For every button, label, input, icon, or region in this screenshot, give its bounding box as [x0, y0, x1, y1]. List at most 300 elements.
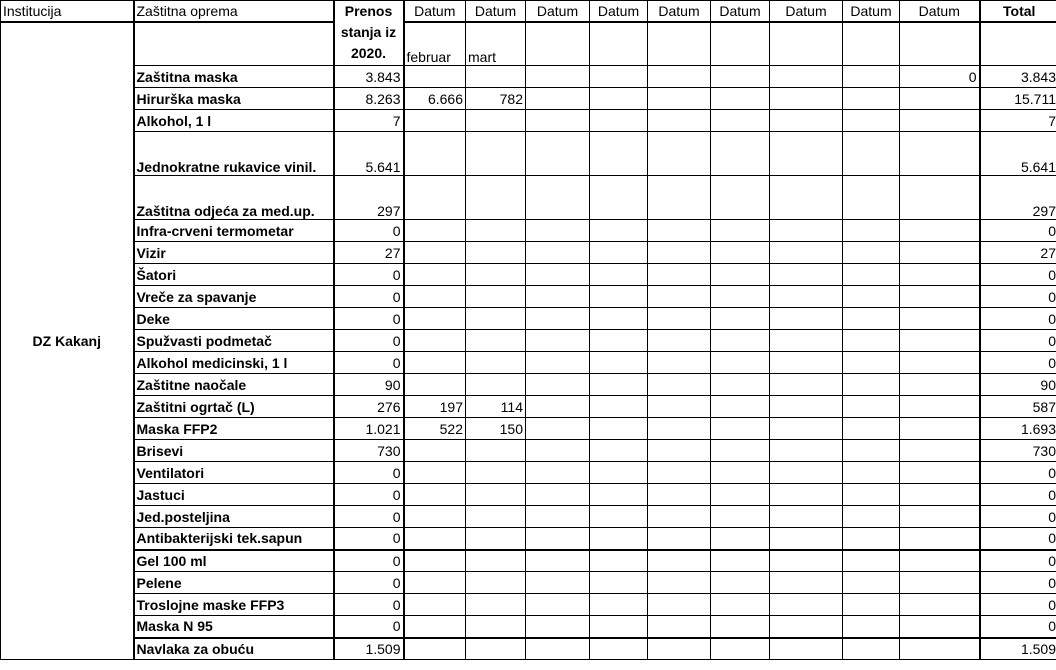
datum-2-value — [466, 110, 526, 132]
datum-8-value — [843, 220, 900, 242]
item-name: Pelene — [134, 572, 334, 594]
prenos-value: 0 — [334, 506, 404, 528]
datum-3-value — [526, 220, 590, 242]
datum-1-value — [404, 550, 466, 572]
item-name: Navlaka za obuću — [134, 638, 334, 660]
datum-9-value — [900, 220, 980, 242]
table-row — [1, 594, 1056, 616]
prenos-value: 8.263 — [334, 88, 404, 110]
total-value: 0 — [980, 462, 1056, 484]
datum-7-value — [770, 220, 843, 242]
datum-6-value — [711, 440, 770, 462]
datum-1-value — [404, 572, 466, 594]
table-row — [1, 506, 1056, 528]
datum-3-value — [526, 528, 590, 550]
datum-8-value — [843, 484, 900, 506]
datum-9-value — [900, 638, 980, 660]
datum-9-value — [900, 286, 980, 308]
datum-4-value — [590, 88, 648, 110]
total-value: 0 — [980, 550, 1056, 572]
datum-6-value — [711, 308, 770, 330]
datum-1-value — [404, 352, 466, 374]
datum-7-value — [770, 616, 843, 638]
datum-2-value: 150 — [466, 418, 526, 440]
header-datum-1: Datum — [404, 1, 466, 23]
header-row — [1, 1, 1056, 23]
datum-4-value — [590, 572, 648, 594]
datum-4-value — [590, 286, 648, 308]
table-row — [1, 374, 1056, 396]
datum-9-value — [900, 396, 980, 418]
item-name: Alkohol medicinski, 1 l — [134, 352, 334, 374]
datum-7-value — [770, 484, 843, 506]
total-value: 0 — [980, 528, 1056, 550]
prenos-value: 1.509 — [334, 638, 404, 660]
blank-cell — [526, 22, 590, 66]
month-februar: februar — [404, 22, 466, 66]
datum-1-value — [404, 594, 466, 616]
datum-2-value — [466, 308, 526, 330]
datum-6-value — [711, 66, 770, 88]
item-name: Infra-crveni termometar — [134, 220, 334, 242]
header-prenos — [334, 1, 404, 66]
datum-4-value — [590, 330, 648, 352]
datum-7-value — [770, 308, 843, 330]
datum-7-value — [770, 242, 843, 264]
total-value: 0 — [980, 616, 1056, 638]
datum-3-value — [526, 66, 590, 88]
prenos-value: 0 — [334, 572, 404, 594]
prenos-value: 0 — [334, 352, 404, 374]
datum-2-value — [466, 462, 526, 484]
prenos-value: 0 — [334, 528, 404, 550]
item-name: Spužvasti podmetač — [134, 330, 334, 352]
header-datum-8: Datum — [843, 1, 900, 23]
table-row — [1, 572, 1056, 594]
datum-8-value — [843, 528, 900, 550]
datum-5-value — [648, 242, 711, 264]
datum-7-value — [770, 528, 843, 550]
datum-9-value — [900, 594, 980, 616]
datum-7-value — [770, 506, 843, 528]
datum-6-value — [711, 396, 770, 418]
blank-cell — [590, 22, 648, 66]
table-row — [1, 264, 1056, 286]
table-row — [1, 88, 1056, 110]
datum-5-value — [648, 220, 711, 242]
blank-cell — [900, 22, 980, 66]
header-datum-6: Datum — [711, 1, 770, 23]
total-value: 0 — [980, 264, 1056, 286]
prenos-value: 0 — [334, 308, 404, 330]
prenos-value: 276 — [334, 396, 404, 418]
item-name: Alkohol, 1 l — [134, 110, 334, 132]
datum-9-value — [900, 374, 980, 396]
total-value: 90 — [980, 374, 1056, 396]
header-oprema: Zaštitna oprema — [134, 1, 334, 23]
total-value: 730 — [980, 440, 1056, 462]
datum-5-value — [648, 286, 711, 308]
item-name: Maska FFP2 — [134, 418, 334, 440]
prenos-value: 0 — [334, 330, 404, 352]
datum-6-value — [711, 220, 770, 242]
datum-4-value — [590, 308, 648, 330]
prenos-value: 0 — [334, 616, 404, 638]
datum-2-value — [466, 132, 526, 176]
table-row — [1, 550, 1056, 572]
datum-8-value — [843, 440, 900, 462]
datum-6-value — [711, 616, 770, 638]
datum-8-value — [843, 110, 900, 132]
datum-1-value — [404, 242, 466, 264]
datum-6-value — [711, 484, 770, 506]
datum-4-value — [590, 264, 648, 286]
datum-5-value — [648, 572, 711, 594]
datum-6-value — [711, 550, 770, 572]
prenos-value: 0 — [334, 550, 404, 572]
datum-5-value — [648, 330, 711, 352]
datum-2-value — [466, 264, 526, 286]
datum-8-value — [843, 572, 900, 594]
total-value: 0 — [980, 308, 1056, 330]
datum-7-value — [770, 352, 843, 374]
datum-6-value — [711, 286, 770, 308]
total-value: 1.509 — [980, 638, 1056, 660]
prenos-value: 90 — [334, 374, 404, 396]
datum-9-value — [900, 330, 980, 352]
datum-3-value — [526, 440, 590, 462]
datum-6-value — [711, 352, 770, 374]
datum-5-value — [648, 616, 711, 638]
table-row — [1, 242, 1056, 264]
table-row — [1, 220, 1056, 242]
datum-4-value — [590, 396, 648, 418]
table-row — [1, 176, 1056, 220]
header-institucija: Institucija — [1, 1, 134, 23]
datum-5-value — [648, 594, 711, 616]
datum-5-value — [648, 638, 711, 660]
total-value: 0 — [980, 594, 1056, 616]
datum-8-value — [843, 242, 900, 264]
item-name: Zaštitna maska — [134, 66, 334, 88]
item-name: Brisevi — [134, 440, 334, 462]
datum-3-value — [526, 308, 590, 330]
datum-5-value — [648, 396, 711, 418]
prenos-value: 7 — [334, 110, 404, 132]
datum-3-value — [526, 176, 590, 220]
prenos-value: 0 — [334, 286, 404, 308]
datum-4-value — [590, 66, 648, 88]
datum-5-value — [648, 110, 711, 132]
header-total: Total — [980, 1, 1056, 23]
datum-2-value — [466, 330, 526, 352]
blank-cell — [980, 22, 1056, 66]
prenos-value: 1.021 — [334, 418, 404, 440]
datum-9-value — [900, 308, 980, 330]
datum-6-value — [711, 242, 770, 264]
datum-1-value: 6.666 — [404, 88, 466, 110]
datum-1-value — [404, 176, 466, 220]
datum-1-value — [404, 484, 466, 506]
datum-6-value — [711, 110, 770, 132]
datum-2-value — [466, 572, 526, 594]
datum-2-value — [466, 220, 526, 242]
datum-4-value — [590, 132, 648, 176]
datum-2-value — [466, 550, 526, 572]
datum-3-value — [526, 242, 590, 264]
datum-4-value — [590, 242, 648, 264]
table-row — [1, 308, 1056, 330]
datum-3-value — [526, 110, 590, 132]
datum-4-value — [590, 528, 648, 550]
datum-5-value — [648, 506, 711, 528]
datum-5-value — [648, 528, 711, 550]
table-row — [1, 418, 1056, 440]
datum-6-value — [711, 506, 770, 528]
datum-2-value: 114 — [466, 396, 526, 418]
datum-7-value — [770, 176, 843, 220]
datum-3-value — [526, 330, 590, 352]
table-row — [1, 616, 1056, 638]
datum-9-value — [900, 110, 980, 132]
prenos-value: 0 — [334, 462, 404, 484]
datum-2-value — [466, 176, 526, 220]
item-name: Maska N 95 — [134, 616, 334, 638]
datum-3-value — [526, 264, 590, 286]
datum-2-value — [466, 594, 526, 616]
header-datum-5: Datum — [648, 1, 711, 23]
datum-9-value — [900, 88, 980, 110]
item-name: Jednokratne rukavice vinil. — [134, 132, 334, 176]
total-value: 0 — [980, 352, 1056, 374]
item-name: Ventilatori — [134, 462, 334, 484]
table-row — [1, 330, 1056, 352]
datum-8-value — [843, 462, 900, 484]
prenos-value: 0 — [334, 264, 404, 286]
datum-9-value — [900, 616, 980, 638]
datum-3-value — [526, 572, 590, 594]
datum-9-value — [900, 506, 980, 528]
datum-5-value — [648, 66, 711, 88]
datum-8-value — [843, 594, 900, 616]
datum-2-value — [466, 352, 526, 374]
datum-8-value — [843, 66, 900, 88]
item-name: Troslojne maske FFP3 — [134, 594, 334, 616]
datum-1-value: 197 — [404, 396, 466, 418]
header-datum-2: Datum — [466, 1, 526, 23]
datum-6-value — [711, 264, 770, 286]
datum-8-value — [843, 264, 900, 286]
datum-1-value — [404, 110, 466, 132]
header-row-2 — [1, 22, 1056, 66]
datum-7-value — [770, 132, 843, 176]
total-value: 0 — [980, 506, 1056, 528]
table-row — [1, 110, 1056, 132]
datum-2-value — [466, 616, 526, 638]
table-row — [1, 462, 1056, 484]
datum-5-value — [648, 418, 711, 440]
datum-5-value — [648, 550, 711, 572]
datum-1-value — [404, 132, 466, 176]
datum-3-value — [526, 352, 590, 374]
datum-7-value — [770, 66, 843, 88]
datum-2-value — [466, 286, 526, 308]
blank-cell — [770, 22, 843, 66]
datum-8-value — [843, 308, 900, 330]
total-value: 587 — [980, 396, 1056, 418]
datum-1-value — [404, 462, 466, 484]
datum-8-value — [843, 286, 900, 308]
datum-8-value — [843, 638, 900, 660]
datum-3-value — [526, 506, 590, 528]
datum-1-value — [404, 440, 466, 462]
datum-6-value — [711, 528, 770, 550]
prenos-value: 27 — [334, 242, 404, 264]
datum-3-value — [526, 638, 590, 660]
datum-6-value — [711, 132, 770, 176]
table-row — [1, 484, 1056, 506]
datum-1-value — [404, 616, 466, 638]
datum-1-value — [404, 220, 466, 242]
datum-4-value — [590, 418, 648, 440]
datum-6-value — [711, 462, 770, 484]
datum-3-value — [526, 462, 590, 484]
datum-3-value — [526, 418, 590, 440]
total-value: 297 — [980, 176, 1056, 220]
datum-4-value — [590, 616, 648, 638]
datum-1-value — [404, 66, 466, 88]
datum-7-value — [770, 594, 843, 616]
datum-2-value — [466, 66, 526, 88]
datum-7-value — [770, 396, 843, 418]
datum-1-value — [404, 506, 466, 528]
datum-1-value — [404, 330, 466, 352]
datum-2-value — [466, 242, 526, 264]
total-value: 15.711 — [980, 88, 1056, 110]
blank-cell — [134, 22, 334, 66]
datum-5-value — [648, 308, 711, 330]
datum-5-value — [648, 374, 711, 396]
datum-4-value — [590, 638, 648, 660]
datum-3-value — [526, 616, 590, 638]
datum-4-value — [590, 110, 648, 132]
prenos-value: 0 — [334, 594, 404, 616]
header-datum-3: Datum — [526, 1, 590, 23]
datum-5-value — [648, 352, 711, 374]
datum-1-value — [404, 264, 466, 286]
datum-2-value — [466, 440, 526, 462]
datum-9-value — [900, 572, 980, 594]
datum-9-value — [900, 418, 980, 440]
datum-3-value — [526, 396, 590, 418]
datum-8-value — [843, 616, 900, 638]
datum-9-value — [900, 242, 980, 264]
total-value: 0 — [980, 220, 1056, 242]
item-name: Šatori — [134, 264, 334, 286]
datum-2-value — [466, 638, 526, 660]
datum-4-value — [590, 374, 648, 396]
datum-1-value — [404, 374, 466, 396]
datum-8-value — [843, 88, 900, 110]
total-value: 27 — [980, 242, 1056, 264]
prenos-value: 3.843 — [334, 66, 404, 88]
datum-7-value — [770, 440, 843, 462]
item-name: Jed.posteljina — [134, 506, 334, 528]
datum-8-value — [843, 176, 900, 220]
item-name: Zaštitna odjeća za med.up. — [134, 176, 334, 220]
item-name: Zaštitni ogrtač (L) — [134, 396, 334, 418]
item-name: Deke — [134, 308, 334, 330]
header-datum-7: Datum — [770, 1, 843, 23]
datum-7-value — [770, 638, 843, 660]
total-value: 7 — [980, 110, 1056, 132]
datum-8-value — [843, 506, 900, 528]
item-name: Gel 100 ml — [134, 550, 334, 572]
datum-2-value: 782 — [466, 88, 526, 110]
datum-9-value — [900, 484, 980, 506]
datum-6-value — [711, 638, 770, 660]
blank-cell — [711, 22, 770, 66]
datum-7-value — [770, 572, 843, 594]
datum-4-value — [590, 220, 648, 242]
datum-6-value — [711, 374, 770, 396]
total-value: 5.641 — [980, 132, 1056, 176]
datum-1-value: 522 — [404, 418, 466, 440]
datum-4-value — [590, 440, 648, 462]
total-value: 3.843 — [980, 66, 1056, 88]
item-name: Vreče za spavanje — [134, 286, 334, 308]
datum-3-value — [526, 594, 590, 616]
table-row — [1, 440, 1056, 462]
datum-9-value — [900, 352, 980, 374]
prenos-line3: 2020. — [350, 45, 387, 61]
datum-4-value — [590, 506, 648, 528]
datum-1-value — [404, 286, 466, 308]
datum-8-value — [843, 132, 900, 176]
datum-7-value — [770, 462, 843, 484]
total-value: 0 — [980, 286, 1056, 308]
datum-7-value — [770, 110, 843, 132]
datum-2-value — [466, 528, 526, 550]
item-name: Antibakterijski tek.sapun — [134, 528, 334, 550]
datum-8-value — [843, 418, 900, 440]
table-row — [1, 638, 1056, 660]
datum-3-value — [526, 286, 590, 308]
datum-7-value — [770, 330, 843, 352]
prenos-value: 0 — [334, 484, 404, 506]
datum-2-value — [466, 506, 526, 528]
total-value: 1.693 — [980, 418, 1056, 440]
datum-9-value: 0 — [900, 66, 980, 88]
month-mart: mart — [466, 22, 526, 66]
datum-8-value — [843, 374, 900, 396]
datum-7-value — [770, 264, 843, 286]
datum-9-value — [900, 176, 980, 220]
datum-8-value — [843, 330, 900, 352]
datum-8-value — [843, 396, 900, 418]
prenos-value: 730 — [334, 440, 404, 462]
total-value: 0 — [980, 572, 1056, 594]
item-name: Vizir — [134, 242, 334, 264]
total-value: 0 — [980, 330, 1056, 352]
table-row — [1, 352, 1056, 374]
item-name: Hirurška maska — [134, 88, 334, 110]
datum-4-value — [590, 176, 648, 220]
blank-cell — [648, 22, 711, 66]
datum-5-value — [648, 440, 711, 462]
datum-3-value — [526, 132, 590, 176]
datum-1-value — [404, 308, 466, 330]
